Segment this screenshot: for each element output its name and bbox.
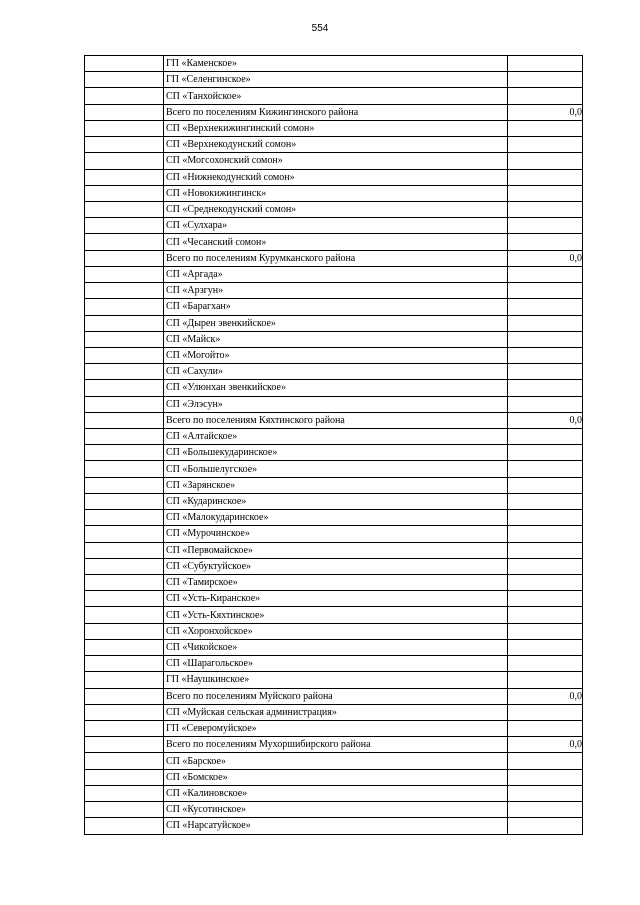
settlement-name-cell: СП «Верхнекижингинский сомон»	[164, 120, 508, 136]
settlement-name-cell: СП «Чикойское»	[164, 639, 508, 655]
row-code-cell	[85, 88, 164, 104]
settlement-name-cell: СП «Верхнекодунский сомон»	[164, 137, 508, 153]
row-value-cell	[508, 153, 583, 169]
row-code-cell	[85, 299, 164, 315]
row-value-cell: 0,0	[508, 688, 583, 704]
table-row	[85, 364, 583, 380]
row-value-cell	[508, 704, 583, 720]
settlement-name-cell: СП «Мурочинское»	[164, 526, 508, 542]
settlement-name-cell: СП «Сахули»	[164, 364, 508, 380]
row-code-cell	[85, 493, 164, 509]
row-code-cell	[85, 785, 164, 801]
table-row	[85, 607, 583, 623]
row-code-cell	[85, 542, 164, 558]
row-code-cell	[85, 283, 164, 299]
row-code-cell	[85, 380, 164, 396]
settlement-name-cell: СП «Майск»	[164, 331, 508, 347]
row-code-cell	[85, 315, 164, 331]
settlements-table	[84, 55, 583, 835]
row-code-cell	[85, 234, 164, 250]
row-value-cell	[508, 623, 583, 639]
table-row	[85, 493, 583, 509]
table-row	[85, 623, 583, 639]
district-total-label: Всего по поселениям Кижингинского района	[164, 104, 508, 120]
row-value-cell	[508, 656, 583, 672]
row-code-cell	[85, 802, 164, 818]
district-total-label: Всего по поселениям Курумканского района	[164, 250, 508, 266]
row-value-cell	[508, 347, 583, 363]
row-value-cell	[508, 542, 583, 558]
row-code-cell	[85, 575, 164, 591]
row-value-cell	[508, 591, 583, 607]
row-value-cell	[508, 445, 583, 461]
table-row	[85, 720, 583, 736]
row-value-cell	[508, 510, 583, 526]
table-row	[85, 769, 583, 785]
row-value-cell	[508, 299, 583, 315]
row-value-cell	[508, 315, 583, 331]
settlement-name-cell: СП «Малокударинское»	[164, 510, 508, 526]
row-code-cell	[85, 623, 164, 639]
row-value-cell	[508, 769, 583, 785]
table-row	[85, 672, 583, 688]
row-value-cell	[508, 720, 583, 736]
table-row	[85, 120, 583, 136]
settlement-name-cell: СП «Большелугское»	[164, 461, 508, 477]
row-value-cell	[508, 234, 583, 250]
table-row	[85, 575, 583, 591]
settlement-name-cell: СП «Элэсун»	[164, 396, 508, 412]
row-value-cell	[508, 266, 583, 282]
table-row	[85, 656, 583, 672]
table-row	[85, 137, 583, 153]
row-value-cell	[508, 526, 583, 542]
table-row	[85, 753, 583, 769]
table-row	[85, 331, 583, 347]
settlement-name-cell: ГП «Наушкинское»	[164, 672, 508, 688]
row-code-cell	[85, 331, 164, 347]
settlement-name-cell: СП «Бомское»	[164, 769, 508, 785]
table-body	[85, 56, 583, 835]
table-row	[85, 737, 583, 753]
row-value-cell	[508, 283, 583, 299]
row-code-cell	[85, 364, 164, 380]
settlement-name-cell: СП «Алтайское»	[164, 429, 508, 445]
table-row	[85, 429, 583, 445]
settlement-name-cell: СП «Танхойское»	[164, 88, 508, 104]
settlement-name-cell: СП «Новокижингинск»	[164, 185, 508, 201]
settlement-name-cell: СП «Улюнхан эвенкийское»	[164, 380, 508, 396]
settlement-name-cell: СП «Нижнекодунский сомон»	[164, 169, 508, 185]
table-row	[85, 266, 583, 282]
table-row	[85, 785, 583, 801]
row-code-cell	[85, 429, 164, 445]
table-row	[85, 56, 583, 72]
settlement-name-cell: СП «Барское»	[164, 753, 508, 769]
row-value-cell	[508, 169, 583, 185]
table-row	[85, 234, 583, 250]
table-row	[85, 818, 583, 834]
table-row	[85, 461, 583, 477]
settlement-name-cell: СП «Могойто»	[164, 347, 508, 363]
settlement-name-cell: СП «Первомайское»	[164, 542, 508, 558]
district-total-label: Всего по поселениям Кяхтинского района	[164, 412, 508, 428]
row-code-cell	[85, 153, 164, 169]
row-code-cell	[85, 607, 164, 623]
table-row	[85, 347, 583, 363]
settlement-name-cell: СП «Среднекодунский сомон»	[164, 201, 508, 217]
table-row	[85, 542, 583, 558]
row-code-cell	[85, 656, 164, 672]
settlement-name-cell: СП «Хоронхойское»	[164, 623, 508, 639]
row-value-cell	[508, 607, 583, 623]
settlement-name-cell: СП «Сулхара»	[164, 218, 508, 234]
row-code-cell	[85, 510, 164, 526]
row-value-cell	[508, 802, 583, 818]
table-row	[85, 153, 583, 169]
table-row	[85, 639, 583, 655]
row-code-cell	[85, 818, 164, 834]
table-row	[85, 218, 583, 234]
row-value-cell	[508, 493, 583, 509]
row-value-cell	[508, 461, 583, 477]
settlement-name-cell: СП «Тамирское»	[164, 575, 508, 591]
settlement-name-cell: СП «Чесанский сомон»	[164, 234, 508, 250]
row-code-cell	[85, 169, 164, 185]
row-code-cell	[85, 672, 164, 688]
row-value-cell	[508, 477, 583, 493]
row-value-cell	[508, 380, 583, 396]
table-row	[85, 104, 583, 120]
table-row	[85, 169, 583, 185]
row-code-cell	[85, 477, 164, 493]
page-number: 554	[311, 23, 329, 34]
row-value-cell	[508, 429, 583, 445]
table-row	[85, 558, 583, 574]
row-value-cell	[508, 818, 583, 834]
row-code-cell	[85, 769, 164, 785]
settlement-name-cell: ГП «Северомуйское»	[164, 720, 508, 736]
row-code-cell	[85, 461, 164, 477]
district-total-label: Всего по поселениям Муйского района	[164, 688, 508, 704]
table-row	[85, 477, 583, 493]
table-row	[85, 380, 583, 396]
table-row	[85, 315, 583, 331]
row-code-cell	[85, 591, 164, 607]
table-row	[85, 412, 583, 428]
settlement-name-cell: СП «Кударинское»	[164, 493, 508, 509]
district-total-label: Всего по поселениям Мухоршибирского района	[164, 737, 508, 753]
row-value-cell	[508, 558, 583, 574]
table-row	[85, 396, 583, 412]
row-value-cell	[508, 364, 583, 380]
table-row	[85, 704, 583, 720]
table-row	[85, 283, 583, 299]
row-code-cell	[85, 753, 164, 769]
row-code-cell	[85, 396, 164, 412]
row-value-cell: 0,0	[508, 412, 583, 428]
settlement-name-cell: СП «Муйская сельская администрация»	[164, 704, 508, 720]
table-row	[85, 72, 583, 88]
settlement-name-cell: СП «Могсохонский сомон»	[164, 153, 508, 169]
row-code-cell	[85, 250, 164, 266]
row-code-cell	[85, 266, 164, 282]
row-code-cell	[85, 688, 164, 704]
settlement-name-cell: СП «Арзгун»	[164, 283, 508, 299]
settlement-name-cell: СП «Субуктуйское»	[164, 558, 508, 574]
settlement-name-cell: СП «Зарянское»	[164, 477, 508, 493]
row-value-cell	[508, 72, 583, 88]
row-code-cell	[85, 56, 164, 72]
row-code-cell	[85, 412, 164, 428]
row-value-cell: 0,0	[508, 104, 583, 120]
row-value-cell	[508, 331, 583, 347]
settlement-name-cell: СП «Нарсатуйское»	[164, 818, 508, 834]
settlement-name-cell: СП «Аргада»	[164, 266, 508, 282]
table-row	[85, 88, 583, 104]
table-row	[85, 250, 583, 266]
settlement-name-cell: СП «Калиновское»	[164, 785, 508, 801]
row-code-cell	[85, 347, 164, 363]
row-code-cell	[85, 639, 164, 655]
row-value-cell	[508, 639, 583, 655]
row-value-cell	[508, 218, 583, 234]
settlement-name-cell: ГП «Каменское»	[164, 56, 508, 72]
table-row	[85, 591, 583, 607]
settlement-name-cell: СП «Усть-Кяхтинское»	[164, 607, 508, 623]
row-code-cell	[85, 72, 164, 88]
row-value-cell	[508, 753, 583, 769]
row-code-cell	[85, 218, 164, 234]
row-value-cell	[508, 185, 583, 201]
row-value-cell	[508, 137, 583, 153]
table-row	[85, 185, 583, 201]
settlement-name-cell: СП «Дырен эвенкийское»	[164, 315, 508, 331]
row-code-cell	[85, 720, 164, 736]
row-code-cell	[85, 120, 164, 136]
row-code-cell	[85, 526, 164, 542]
row-value-cell: 0,0	[508, 250, 583, 266]
table-row	[85, 526, 583, 542]
table-row	[85, 688, 583, 704]
row-value-cell	[508, 396, 583, 412]
settlement-name-cell: СП «Усть-Киранское»	[164, 591, 508, 607]
settlement-name-cell: СП «Большекударинское»	[164, 445, 508, 461]
row-code-cell	[85, 201, 164, 217]
table-row	[85, 802, 583, 818]
row-value-cell	[508, 56, 583, 72]
table-row	[85, 445, 583, 461]
table-row	[85, 201, 583, 217]
settlement-name-cell: СП «Барагхан»	[164, 299, 508, 315]
row-code-cell	[85, 558, 164, 574]
row-value-cell	[508, 88, 583, 104]
settlement-name-cell: СП «Кусотинское»	[164, 802, 508, 818]
row-code-cell	[85, 704, 164, 720]
row-value-cell	[508, 201, 583, 217]
settlement-name-cell: СП «Шарагольское»	[164, 656, 508, 672]
row-value-cell: 0,0	[508, 737, 583, 753]
row-value-cell	[508, 575, 583, 591]
row-code-cell	[85, 185, 164, 201]
settlement-name-cell: ГП «Селенгинское»	[164, 72, 508, 88]
table-row	[85, 510, 583, 526]
row-value-cell	[508, 672, 583, 688]
row-value-cell	[508, 120, 583, 136]
row-code-cell	[85, 137, 164, 153]
table-row	[85, 299, 583, 315]
row-code-cell	[85, 104, 164, 120]
row-value-cell	[508, 785, 583, 801]
row-code-cell	[85, 737, 164, 753]
row-code-cell	[85, 445, 164, 461]
